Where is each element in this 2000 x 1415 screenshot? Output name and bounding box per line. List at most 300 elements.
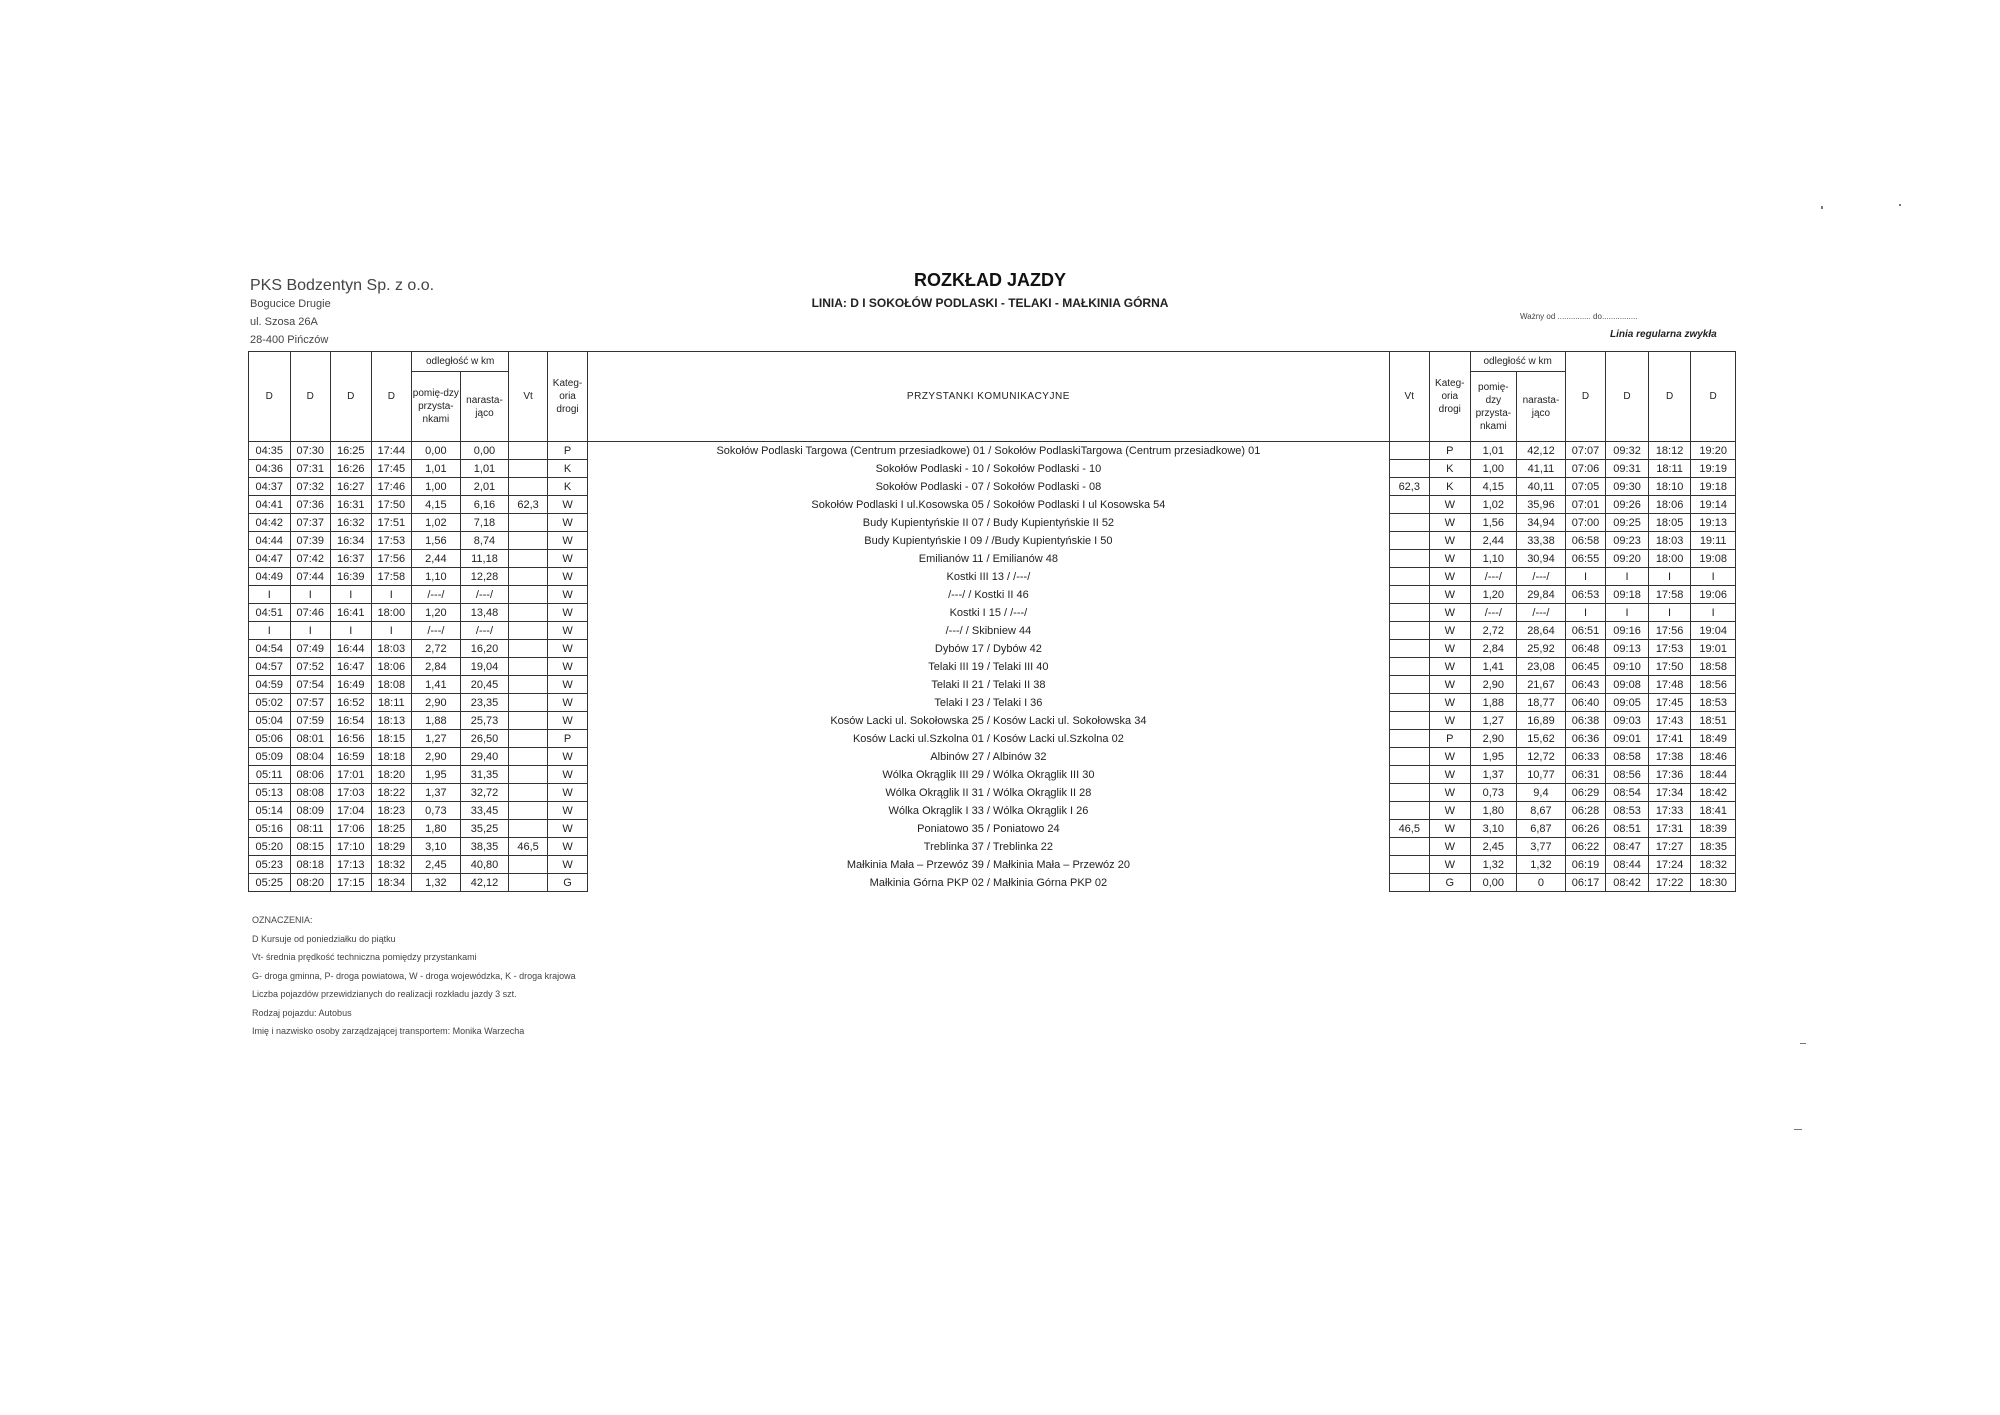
vt (1389, 442, 1430, 460)
stop-name: Budy Kupientyńskie II 07 / Budy Kupientyńskie II 52 (588, 514, 1389, 532)
road-category: W (1430, 802, 1471, 820)
ret-d4: 18:58 (1691, 658, 1736, 676)
dist-between: 1,88 (1470, 694, 1517, 712)
vt (1389, 766, 1430, 784)
road-category: W (547, 622, 588, 640)
ret-d4: 19:13 (1691, 514, 1736, 532)
dist-cumulative: 12,28 (460, 568, 509, 586)
dep-d4: 17:46 (371, 478, 412, 496)
ret-d3: 17:27 (1648, 838, 1691, 856)
company-name: PKS Bodzentyn Sp. z o.o. (250, 277, 435, 294)
legend (252, 911, 576, 1041)
dep-d2: 08:06 (290, 766, 331, 784)
dep-d3: 16:49 (331, 676, 372, 694)
ret-d3: 17:34 (1648, 784, 1691, 802)
dep-d1: 04:44 (249, 532, 291, 550)
vt (1389, 514, 1430, 532)
dist-between: 2,90 (1470, 676, 1517, 694)
ret-d1: 06:33 (1565, 748, 1606, 766)
dist-cumulative: 20,45 (460, 676, 509, 694)
dist-cumulative: 32,72 (460, 784, 509, 802)
dep-d4: 18:29 (371, 838, 412, 856)
dep-d3: 17:10 (331, 838, 372, 856)
col-vt-right: Vt (1389, 352, 1430, 442)
ret-d4: 19:01 (1691, 640, 1736, 658)
vt: 46,5 (1389, 820, 1430, 838)
dep-d4: 18:15 (371, 730, 412, 748)
stop-name: Wólka Okrąglik III 29 / Wólka Okrąglik III 30 (588, 766, 1389, 784)
vt (1389, 694, 1430, 712)
vt (509, 676, 547, 694)
dist-cumulative: 8,74 (460, 532, 509, 550)
dist-between: 2,72 (1470, 622, 1517, 640)
ret-d3: 18:06 (1648, 496, 1691, 514)
dep-d2: 08:09 (290, 802, 331, 820)
ret-d4: 18:35 (1691, 838, 1736, 856)
timetable (248, 351, 1736, 892)
ret-d3: 17:58 (1648, 586, 1691, 604)
dist-cumulative: 21,67 (1517, 676, 1566, 694)
ret-d4: 18:53 (1691, 694, 1736, 712)
dist-between: 1,80 (1470, 802, 1517, 820)
ret-d1: 07:01 (1565, 496, 1606, 514)
vt: 62,3 (509, 496, 547, 514)
table-row (249, 748, 1736, 766)
dist-between: 1,20 (1470, 586, 1517, 604)
dist-between: 0,73 (1470, 784, 1517, 802)
dep-d2: 08:15 (290, 838, 331, 856)
dist-between: 1,20 (412, 604, 461, 622)
stop-name: Telaki I 23 / Telaki I 36 (588, 694, 1389, 712)
dist-between: 4,15 (1470, 478, 1517, 496)
dist-cumulative: 38,35 (460, 838, 509, 856)
stop-name: Małkinia Górna PKP 02 / Małkinia Górna PKP 02 (588, 874, 1389, 892)
ret-d4: 18:44 (1691, 766, 1736, 784)
road-category: W (547, 712, 588, 730)
ret-d4: 18:42 (1691, 784, 1736, 802)
dist-between: 3,10 (1470, 820, 1517, 838)
dist-between: 1,27 (412, 730, 461, 748)
road-category: K (1430, 460, 1471, 478)
ret-d3: 17:53 (1648, 640, 1691, 658)
col-stops: PRZYSTANKI KOMUNIKACYJNE (588, 352, 1389, 442)
page-title: ROZKŁAD JAZDY (914, 270, 1066, 290)
road-category: W (547, 856, 588, 874)
vt (509, 730, 547, 748)
dist-between: 2,84 (1470, 640, 1517, 658)
table-row (249, 532, 1736, 550)
table-row (249, 820, 1736, 838)
dist-cumulative: 35,96 (1517, 496, 1566, 514)
dist-between: 1,00 (412, 478, 461, 496)
road-category: W (1430, 532, 1471, 550)
road-category: P (547, 730, 588, 748)
dist-cumulative: /---/ (1517, 604, 1566, 622)
table-row (249, 712, 1736, 730)
stop-name: Sokołów Podlaski - 10 / Sokołów Podlaski - 10 (588, 460, 1389, 478)
vt (509, 766, 547, 784)
ret-d1: 06:28 (1565, 802, 1606, 820)
dist-between: 1,02 (1470, 496, 1517, 514)
dep-d3: 16:44 (331, 640, 372, 658)
ret-d3: 18:03 (1648, 532, 1691, 550)
vt (1389, 622, 1430, 640)
scan-speck (1899, 204, 1901, 206)
dep-d3: 16:41 (331, 604, 372, 622)
dep-d1: 05:16 (249, 820, 291, 838)
ret-d4: 18:49 (1691, 730, 1736, 748)
legend-item: Imię i nazwisko osoby zarządzającej transportem: Monika Warzecha (252, 1026, 525, 1036)
dist-between: 2,44 (1470, 532, 1517, 550)
ret-d4: 18:46 (1691, 748, 1736, 766)
ret-d1: 06:17 (1565, 874, 1606, 892)
dist-between: 1,37 (412, 784, 461, 802)
table-row (249, 676, 1736, 694)
vt (509, 550, 547, 568)
road-category: W (1430, 712, 1471, 730)
dist-cumulative: /---/ (1517, 568, 1566, 586)
col-between-left: pomię-dzy przysta-nkami (412, 372, 461, 442)
ret-d2: 08:44 (1606, 856, 1649, 874)
table-row (249, 838, 1736, 856)
ret-d2: 09:08 (1606, 676, 1649, 694)
dep-d1: 04:49 (249, 568, 291, 586)
ret-d3: 17:43 (1648, 712, 1691, 730)
dist-cumulative: 41,11 (1517, 460, 1566, 478)
stop-name: /---/ / Kostki II 46 (588, 586, 1389, 604)
dep-d2: 07:49 (290, 640, 331, 658)
road-category: W (547, 820, 588, 838)
scan-speck (1794, 1129, 1802, 1130)
vt (509, 712, 547, 730)
dist-cumulative: 0,00 (460, 442, 509, 460)
ret-d1: 06:36 (1565, 730, 1606, 748)
valid-dates: Ważny od ............... do................ (1520, 312, 1638, 321)
dist-between: 1,95 (1470, 748, 1517, 766)
ret-d3: 18:00 (1648, 550, 1691, 568)
ret-d3: 17:33 (1648, 802, 1691, 820)
stop-name: Sokołów Podlaski Targowa (Centrum przesiadkowe) 01 / Sokołów PodlaskiTargowa (Centrum przesiadkowe) 01 (588, 442, 1389, 460)
ret-d4: 19:08 (1691, 550, 1736, 568)
dep-d4: 17:51 (371, 514, 412, 532)
dist-between: 0,00 (412, 442, 461, 460)
ret-d1: 06:40 (1565, 694, 1606, 712)
road-category: W (547, 640, 588, 658)
dep-d4: 17:53 (371, 532, 412, 550)
stop-name: Kostki III 13 / /---/ (588, 568, 1389, 586)
ret-d4: 19:19 (1691, 460, 1736, 478)
vt (509, 514, 547, 532)
table-row (249, 514, 1736, 532)
table-row (249, 550, 1736, 568)
col-d-2: D (290, 352, 331, 442)
road-category: W (1430, 586, 1471, 604)
road-category: W (547, 514, 588, 532)
col-vt-left: Vt (509, 352, 547, 442)
dist-between: 1,10 (412, 568, 461, 586)
dep-d2: 07:59 (290, 712, 331, 730)
ret-d1: 06:45 (1565, 658, 1606, 676)
dep-d4: 18:11 (371, 694, 412, 712)
dep-d3: 16:59 (331, 748, 372, 766)
dep-d1: 05:14 (249, 802, 291, 820)
vt (1389, 658, 1430, 676)
vt (509, 874, 547, 892)
dist-cumulative: 16,89 (1517, 712, 1566, 730)
road-category: K (1430, 478, 1471, 496)
vt (1389, 568, 1430, 586)
dist-cumulative: 13,48 (460, 604, 509, 622)
dep-d3: 17:01 (331, 766, 372, 784)
road-category: W (1430, 856, 1471, 874)
dep-d2: 07:30 (290, 442, 331, 460)
ret-d4: 18:30 (1691, 874, 1736, 892)
vt (509, 622, 547, 640)
dep-d3: 17:13 (331, 856, 372, 874)
dep-d3: 16:32 (331, 514, 372, 532)
legend-item: Vt- średnia prędkość techniczna pomiędzy przystankami (252, 952, 477, 962)
col-distance-left: odległość w km (412, 352, 509, 372)
ret-d1: 07:00 (1565, 514, 1606, 532)
dep-d3: 17:06 (331, 820, 372, 838)
dep-d4: 18:00 (371, 604, 412, 622)
dist-cumulative: 9,4 (1517, 784, 1566, 802)
ret-d4: 19:06 (1691, 586, 1736, 604)
vt (1389, 496, 1430, 514)
dist-between: 1,10 (1470, 550, 1517, 568)
dist-between: 1,80 (412, 820, 461, 838)
dep-d4: I (371, 586, 412, 604)
scan-speck (1821, 206, 1823, 209)
dist-between: 2,90 (412, 748, 461, 766)
dep-d2: 07:46 (290, 604, 331, 622)
vt (509, 586, 547, 604)
ret-d2: 09:32 (1606, 442, 1649, 460)
ret-d4: 18:32 (1691, 856, 1736, 874)
dist-cumulative: 18,77 (1517, 694, 1566, 712)
dep-d2: 07:44 (290, 568, 331, 586)
ret-d4: 18:41 (1691, 802, 1736, 820)
col-d-8: D (1691, 352, 1736, 442)
ret-d1: 06:19 (1565, 856, 1606, 874)
dist-cumulative: 1,32 (1517, 856, 1566, 874)
legend-item: G- droga gminna, P- droga powiatowa, W - droga wojewódzka, K - droga krajowa (252, 970, 576, 981)
vt (509, 568, 547, 586)
dep-d4: 17:56 (371, 550, 412, 568)
vt (1389, 856, 1430, 874)
vt (509, 640, 547, 658)
dep-d2: 07:31 (290, 460, 331, 478)
ret-d1: 06:31 (1565, 766, 1606, 784)
vt (509, 856, 547, 874)
stop-name: Telaki II 21 / Telaki II 38 (588, 676, 1389, 694)
vt (509, 658, 547, 676)
ret-d4: 19:04 (1691, 622, 1736, 640)
dist-between: 1,41 (412, 676, 461, 694)
ret-d1: I (1565, 568, 1606, 586)
road-category: W (547, 748, 588, 766)
stop-name: Sokołów Podlaski - 07 / Sokołów Podlaski - 08 (588, 478, 1389, 496)
ret-d1: 06:22 (1565, 838, 1606, 856)
ret-d1: 06:53 (1565, 586, 1606, 604)
dep-d2: 07:37 (290, 514, 331, 532)
ret-d4: 19:14 (1691, 496, 1736, 514)
dep-d4: 17:58 (371, 568, 412, 586)
dist-cumulative: 0 (1517, 874, 1566, 892)
dep-d2: 07:39 (290, 532, 331, 550)
dist-cumulative: 19,04 (460, 658, 509, 676)
dep-d3: 16:37 (331, 550, 372, 568)
ret-d3: 17:36 (1648, 766, 1691, 784)
table-row (249, 766, 1736, 784)
vt (509, 460, 547, 478)
vt: 62,3 (1389, 478, 1430, 496)
dist-between: /---/ (1470, 568, 1517, 586)
table-row (249, 586, 1736, 604)
dist-between: 2,44 (412, 550, 461, 568)
col-d-3: D (331, 352, 372, 442)
col-d-5: D (1565, 352, 1606, 442)
company-address-2: ul. Szosa 26A (250, 316, 318, 328)
road-category: W (1430, 514, 1471, 532)
ret-d1: 06:26 (1565, 820, 1606, 838)
ret-d4: 18:51 (1691, 712, 1736, 730)
dist-between: 1,02 (412, 514, 461, 532)
dist-between: 1,01 (1470, 442, 1517, 460)
dist-cumulative: 33,38 (1517, 532, 1566, 550)
dep-d3: 17:15 (331, 874, 372, 892)
road-category: W (547, 784, 588, 802)
dist-cumulative: 1,01 (460, 460, 509, 478)
dep-d2: I (290, 622, 331, 640)
dist-cumulative: 29,40 (460, 748, 509, 766)
dep-d1: 05:04 (249, 712, 291, 730)
dist-between: 1,41 (1470, 658, 1517, 676)
ret-d3: 17:41 (1648, 730, 1691, 748)
road-category: W (547, 658, 588, 676)
ret-d1: 06:48 (1565, 640, 1606, 658)
dep-d1: 04:35 (249, 442, 291, 460)
ret-d2: 09:13 (1606, 640, 1649, 658)
dist-between: 1,27 (1470, 712, 1517, 730)
ret-d2: 09:05 (1606, 694, 1649, 712)
road-category: P (1430, 442, 1471, 460)
ret-d2: I (1606, 604, 1649, 622)
ret-d2: 08:51 (1606, 820, 1649, 838)
road-category: W (547, 568, 588, 586)
dist-between: 2,84 (412, 658, 461, 676)
col-between-right: pomię-dzy przysta-nkami (1470, 372, 1517, 442)
dist-between: /---/ (1470, 604, 1517, 622)
col-category-left: Kateg-oria drogi (547, 352, 588, 442)
ret-d4: 19:18 (1691, 478, 1736, 496)
road-category: W (547, 802, 588, 820)
ret-d2: 08:47 (1606, 838, 1649, 856)
vt (509, 442, 547, 460)
vt (1389, 676, 1430, 694)
dep-d1: 05:23 (249, 856, 291, 874)
dist-between: 4,15 (412, 496, 461, 514)
dist-cumulative: 8,67 (1517, 802, 1566, 820)
dist-cumulative: 33,45 (460, 802, 509, 820)
ret-d2: 08:42 (1606, 874, 1649, 892)
dep-d1: 05:20 (249, 838, 291, 856)
dist-cumulative: 28,64 (1517, 622, 1566, 640)
dep-d4: 17:50 (371, 496, 412, 514)
ret-d2: 09:20 (1606, 550, 1649, 568)
stop-name: Emilianów 11 / Emilianów 48 (588, 550, 1389, 568)
ret-d2: 09:18 (1606, 586, 1649, 604)
ret-d2: 09:26 (1606, 496, 1649, 514)
ret-d2: 09:23 (1606, 532, 1649, 550)
vt (509, 532, 547, 550)
road-category: K (547, 460, 588, 478)
dep-d4: 18:23 (371, 802, 412, 820)
road-category: W (547, 838, 588, 856)
table-row (249, 460, 1736, 478)
dist-between: 1,37 (1470, 766, 1517, 784)
dist-cumulative: 23,35 (460, 694, 509, 712)
dist-between: 2,45 (1470, 838, 1517, 856)
road-category: W (547, 766, 588, 784)
ret-d4: I (1691, 568, 1736, 586)
company-address-1: Bogucice Drugie (250, 298, 331, 310)
vt (1389, 874, 1430, 892)
dep-d3: 16:31 (331, 496, 372, 514)
dep-d2: 08:04 (290, 748, 331, 766)
dep-d4: 18:22 (371, 784, 412, 802)
table-row (249, 442, 1736, 460)
dep-d1: 04:41 (249, 496, 291, 514)
ret-d3: 17:48 (1648, 676, 1691, 694)
dist-between: 1,00 (1470, 460, 1517, 478)
ret-d3: 17:45 (1648, 694, 1691, 712)
stop-name: Wólka Okrąglik II 31 / Wólka Okrąglik II 28 (588, 784, 1389, 802)
road-category: W (1430, 550, 1471, 568)
ret-d2: 08:56 (1606, 766, 1649, 784)
dep-d3: I (331, 622, 372, 640)
table-row (249, 568, 1736, 586)
stop-name: Telaki III 19 / Telaki III 40 (588, 658, 1389, 676)
road-category: W (547, 532, 588, 550)
dep-d1: I (249, 586, 291, 604)
dist-between: 1,56 (412, 532, 461, 550)
road-category: W (547, 550, 588, 568)
stop-name: Kostki I 15 / /---/ (588, 604, 1389, 622)
dep-d2: I (290, 586, 331, 604)
ret-d2: 09:31 (1606, 460, 1649, 478)
vt (509, 694, 547, 712)
dep-d1: 05:13 (249, 784, 291, 802)
dist-between: 1,56 (1470, 514, 1517, 532)
dist-cumulative: 34,94 (1517, 514, 1566, 532)
road-category: W (547, 604, 588, 622)
table-row (249, 856, 1736, 874)
road-category: P (547, 442, 588, 460)
ret-d3: 17:24 (1648, 856, 1691, 874)
dep-d1: 05:11 (249, 766, 291, 784)
ret-d1: 07:06 (1565, 460, 1606, 478)
ret-d3: 17:56 (1648, 622, 1691, 640)
dep-d1: 04:37 (249, 478, 291, 496)
dist-cumulative: 3,77 (1517, 838, 1566, 856)
ret-d1: 06:43 (1565, 676, 1606, 694)
dist-between: 3,10 (412, 838, 461, 856)
vt (1389, 784, 1430, 802)
dep-d3: 16:54 (331, 712, 372, 730)
dist-cumulative: 40,11 (1517, 478, 1566, 496)
dist-between: 2,90 (1470, 730, 1517, 748)
